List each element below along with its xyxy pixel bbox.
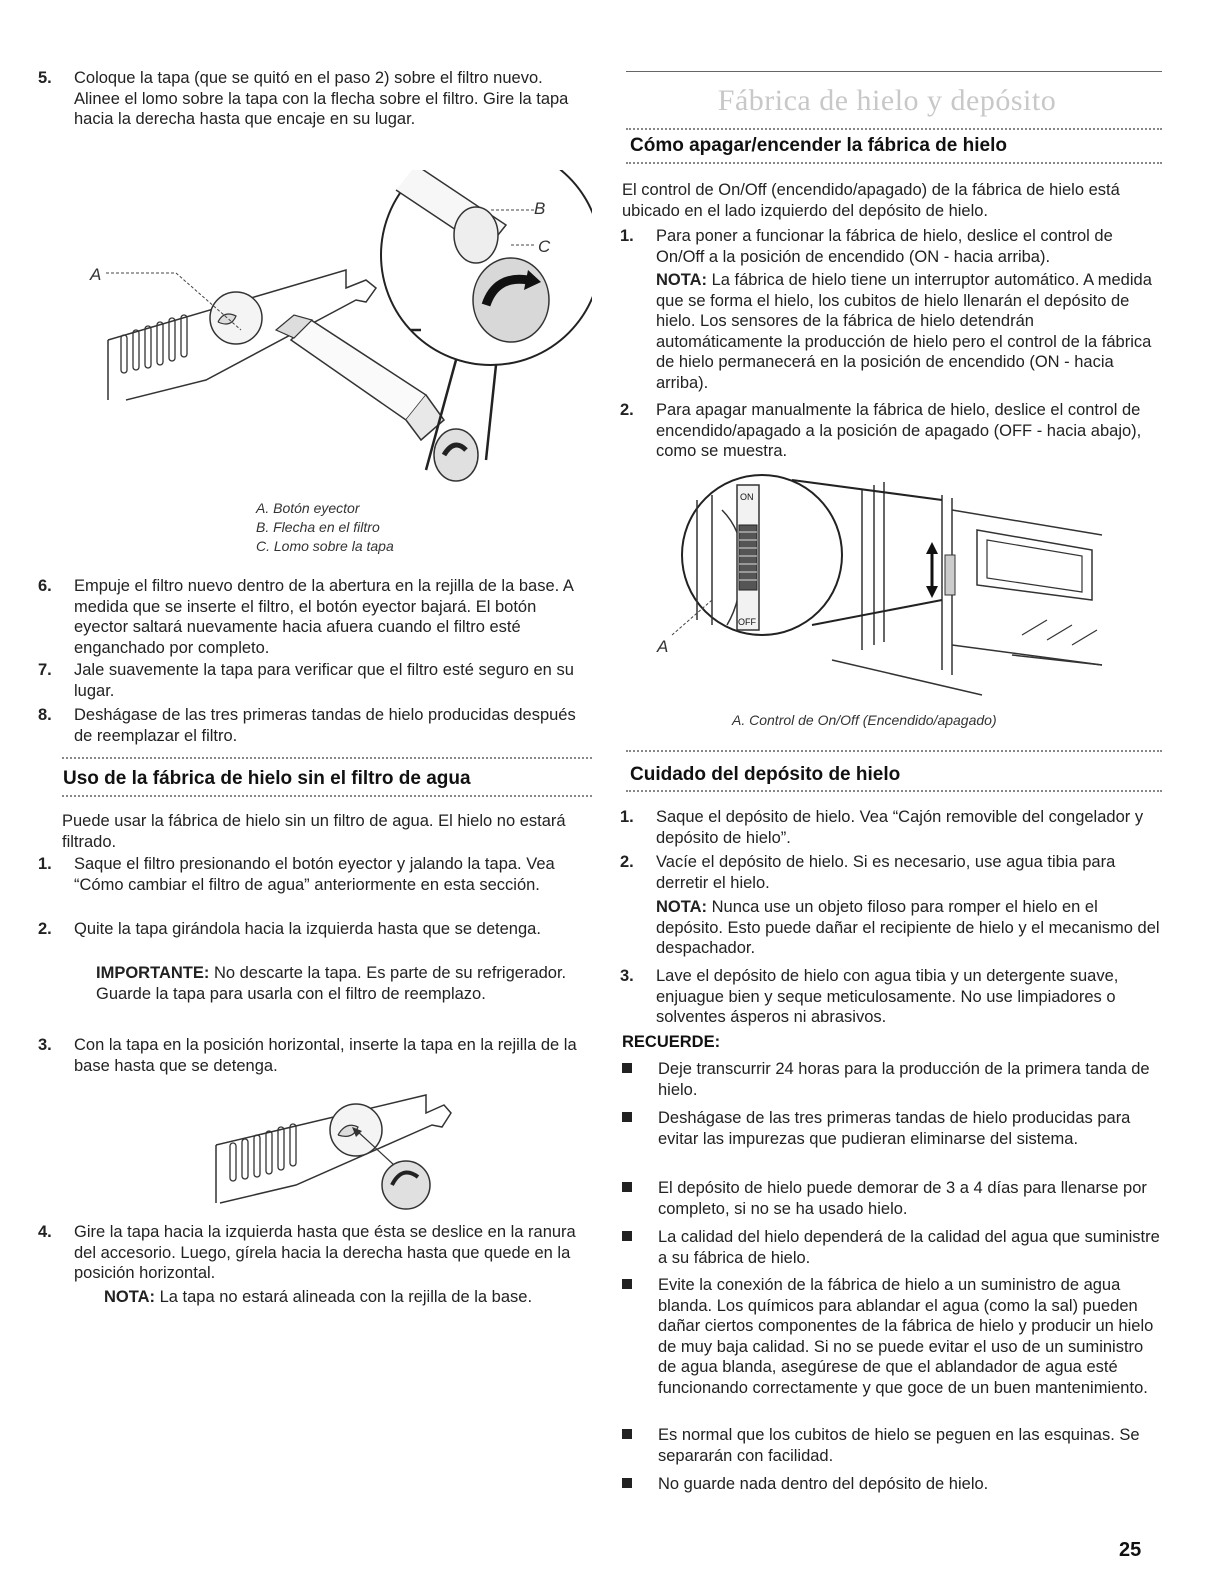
important-text: No descarte la tapa. Es parte de su refrigerador. Guarde la tapa para usarla con el filtro de reemplazo.: [96, 964, 567, 1003]
divider: [62, 795, 592, 797]
step-text: Quite la tapa girándola hacia la izquierda hasta que se detenga.: [74, 920, 541, 938]
step-number: 1.: [620, 227, 634, 245]
fig1-caption-a: A. Botón eyector: [256, 500, 360, 516]
bullet-icon: [622, 1112, 632, 1122]
bullet-text: No guarde nada dentro del depósito de hielo.: [658, 1475, 989, 1493]
label-off: OFF: [738, 617, 756, 627]
step-number: 2.: [38, 920, 52, 938]
fig3-caption: A. Control de On/Off (Encendido/apagado): [732, 712, 997, 728]
divider: [626, 128, 1162, 130]
step-text: Vacíe el depósito de hielo. Si es necesario, use agua tibia para derretir el hielo.: [656, 853, 1116, 892]
intro-onoff: El control de On/Off (encendido/apagado) de la fábrica de hielo está ubicado en el lado izquierdo del depósito de hielo.: [622, 181, 1120, 220]
on-note: [656, 270, 1162, 393]
cap-insertion-figure: [206, 1085, 526, 1215]
label-c: C: [538, 237, 551, 256]
step-number: 6.: [38, 577, 52, 595]
label-b: B: [534, 199, 546, 218]
step-number: 4.: [38, 1223, 52, 1241]
nf-note: [104, 1287, 592, 1308]
bullet-text: Es normal que los cubitos de hielo se peguen en las esquinas. Se separarán con facilidad.: [658, 1426, 1140, 1465]
heading-care: Cuidado del depósito de hielo: [630, 764, 901, 785]
heading-no-filter: Uso de la fábrica de hielo sin el filtro de agua: [63, 768, 471, 789]
label-a-onoff: A: [657, 637, 669, 656]
label-a: A: [90, 265, 102, 284]
bullet-icon: [622, 1279, 632, 1289]
heading-onoff: Cómo apagar/encender la fábrica de hielo: [630, 135, 1007, 156]
step-number: 8.: [38, 706, 52, 724]
step-number: 3.: [620, 967, 634, 985]
divider: [626, 750, 1162, 752]
left-column: [38, 0, 592, 1585]
intro-no-filter: Puede usar la fábrica de hielo sin un filtro de agua. El hielo no estará filtrado.: [62, 812, 566, 851]
note-label: NOTA:: [656, 898, 708, 916]
step-number: 2.: [620, 401, 634, 419]
note-label: NOTA:: [104, 1288, 156, 1306]
step-text: Saque el filtro presionando el botón eyector y jalando la tapa. Vea “Cómo cambiar el filtro de agua” anteriormente en esta sección.: [74, 855, 555, 894]
step-text: Para apagar manualmente la fábrica de hielo, deslice el control de encendido/apagado a la posición de apagado (OFF - hacia abajo), como se muestra.: [656, 401, 1142, 460]
care-note: [656, 897, 1162, 959]
important-label: IMPORTANTE:: [96, 964, 210, 982]
onoff-control-figure: [652, 470, 1152, 710]
step-number: 3.: [38, 1036, 52, 1054]
filter-replacement-figure: [66, 170, 592, 500]
bullet-text: Evite la conexión de la fábrica de hielo a un suministro de agua blanda. Los químicos para ablandar el agua (como la sal) pueden dañar ciertos componentes de la fábrica de hielo y producir un hielo de muy baja calidad. Si no se puede evitar el uso de un suministro de agua blanda, asegúrese de que el ablandador de agua esté funcionando correctamente y que goce de un buen mantenimiento.: [658, 1276, 1154, 1397]
section-title: Fábrica de hielo y depósito: [717, 84, 1057, 117]
step-text: Jale suavemente la tapa para verificar que el filtro esté seguro en su lugar.: [74, 661, 574, 700]
note-text: La fábrica de hielo tiene un interruptor automático. A medida que se forma el hielo, los cubitos de hielo llenarán el depósito de hielo. Los sensores de la fábrica de hielo detendrán automáticamente la producción de hielo pero el control de la fábrica de hielo permanecerá en la posición de encendido (ON - hacia arriba).: [656, 271, 1152, 392]
bullet-icon: [622, 1182, 632, 1192]
right-column: [620, 0, 1160, 1585]
divider: [626, 162, 1162, 164]
nf-important: [96, 963, 592, 1004]
bullet-text: Deje transcurrir 24 horas para la producción de la primera tanda de hielo.: [658, 1060, 1150, 1099]
bullet-icon: [622, 1063, 632, 1073]
note-text: La tapa no estará alineada con la rejilla de la base.: [155, 1288, 533, 1306]
step-number: 5.: [38, 69, 52, 87]
step-text: Gire la tapa hacia la izquierda hasta que ésta se deslice en la ranura del accesorio. Luego, gírela hacia la derecha hasta que quede en la posición horizontal.: [74, 1223, 576, 1282]
fig1-caption-b: B. Flecha en el filtro: [256, 519, 380, 535]
bullet-icon: [622, 1429, 632, 1439]
step-text: Empuje el filtro nuevo dentro de la abertura en la rejilla de la base. A medida que se inserte el filtro, el botón eyector bajará. El botón eyector saltará nuevamente hacia afuera cuando el filtro esté enganchado por completo.: [74, 577, 573, 657]
step-number: 1.: [620, 808, 634, 826]
note-text: Nunca use un objeto filoso para romper el hielo en el depósito. Esto puede dañar el recipiente de hielo y el mecanismo del despachador.: [656, 898, 1160, 957]
section-rule: [626, 71, 1162, 72]
remember-label: RECUERDE:: [622, 1033, 721, 1051]
bullet-text: La calidad del hielo dependerá de la calidad del agua que suministre a su fábrica de hielo.: [658, 1228, 1160, 1267]
note-label: NOTA:: [656, 271, 708, 289]
bullet-text: Deshágase de las tres primeras tandas de hielo producidas para evitar las impurezas que pudieran eliminarse del sistema.: [658, 1109, 1131, 1148]
bullet-text: El depósito de hielo puede demorar de 3 a 4 días para llenarse por completo, si no se ha usado hielo.: [658, 1179, 1147, 1218]
step-text: Saque el depósito de hielo. Vea “Cajón removible del congelador y depósito de hielo”.: [656, 808, 1144, 847]
fig1-caption-c: C. Lomo sobre la tapa: [256, 538, 394, 554]
bullet-icon: [622, 1478, 632, 1488]
step-number: 7.: [38, 661, 52, 679]
step-number: 1.: [38, 855, 52, 873]
bullet-icon: [622, 1231, 632, 1241]
step-text: Lave el depósito de hielo con agua tibia y un detergente suave, enjuague bien y seque meticulosamente. No use limpiadores o solventes ásperos ni abrasivos.: [656, 967, 1119, 1026]
step-text: Deshágase de las tres primeras tandas de hielo producidas después de reemplazar el filtro.: [74, 706, 576, 745]
step-text: Coloque la tapa (que se quitó en el paso 2) sobre el filtro nuevo. Alinee el lomo sobre la tapa con la flecha sobre el filtro. Gire la tapa hacia la derecha hasta que encaje en su lugar.: [74, 69, 569, 128]
step-number: 2.: [620, 853, 634, 871]
step-text: Con la tapa en la posición horizontal, inserte la tapa en la rejilla de la base hasta que se detenga.: [74, 1036, 577, 1075]
divider: [626, 790, 1162, 792]
step-text: Para poner a funcionar la fábrica de hielo, deslice el control de On/Off a la posición de encendido (ON - hacia arriba).: [656, 227, 1113, 266]
divider: [62, 757, 592, 759]
page-number: 25: [1119, 1539, 1142, 1561]
label-on: ON: [740, 492, 754, 502]
